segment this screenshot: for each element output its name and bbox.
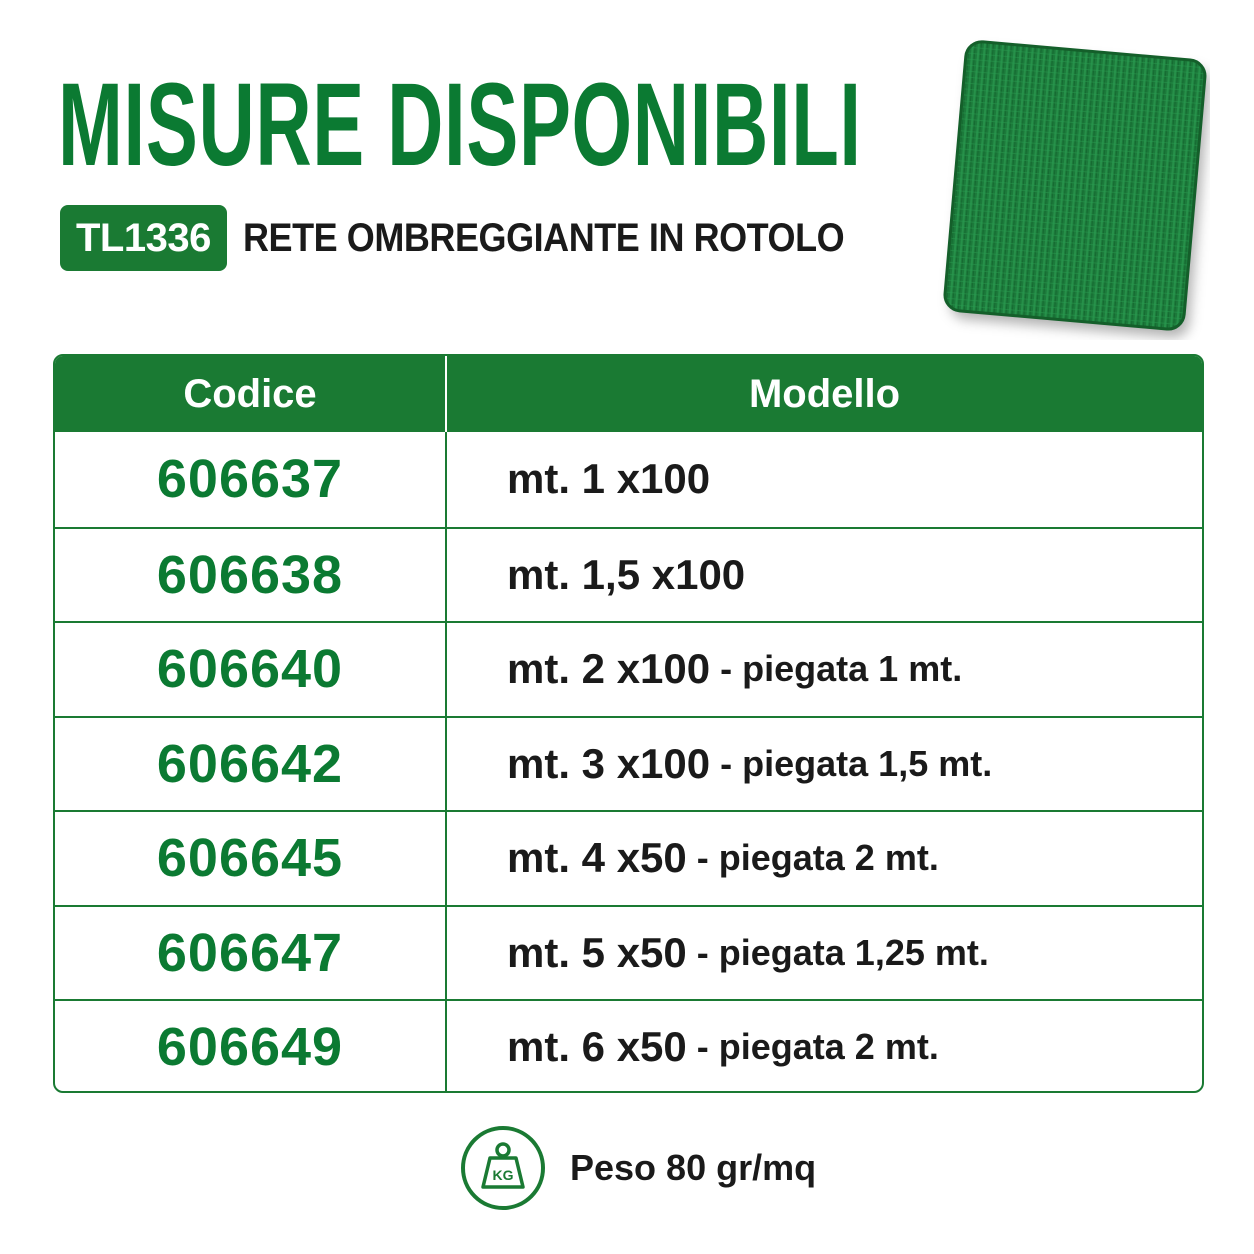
model-size: mt. 1,5 x100 xyxy=(507,550,746,598)
product-code-cell: 606640 xyxy=(55,623,447,716)
model-size: mt. 2 x100 xyxy=(507,645,711,693)
shade-net-sample-image xyxy=(930,30,1210,340)
product-code-cell: 606638 xyxy=(55,529,447,622)
subtitle-row xyxy=(60,205,911,271)
weight-info xyxy=(460,1125,816,1211)
model-note: - piegata 1,5 mt. xyxy=(720,742,993,784)
table-header xyxy=(55,356,1202,432)
model-note: - piegata 1 mt. xyxy=(720,648,963,690)
product-code-cell: 606647 xyxy=(55,907,447,1000)
model-cell xyxy=(447,623,1202,716)
column-header-code: Codice xyxy=(55,356,447,432)
model-cell xyxy=(447,907,1202,1000)
model-note: - piegata 1,25 mt. xyxy=(696,931,989,973)
model-size: mt. 3 x100 xyxy=(507,739,711,787)
product-subtitle: RETE OMBREGGIANTE IN ROTOLO xyxy=(242,215,845,260)
table-row xyxy=(55,905,1202,1000)
model-note: - piegata 2 mt. xyxy=(696,1026,939,1068)
product-code-cell: 606637 xyxy=(55,432,447,527)
model-size: mt. 5 x50 xyxy=(507,928,687,976)
product-code-cell: 606642 xyxy=(55,718,447,811)
model-note: - piegata 2 mt. xyxy=(696,837,939,879)
model-cell xyxy=(447,529,1202,622)
product-code-cell: 606645 xyxy=(55,812,447,905)
model-cell xyxy=(447,812,1202,905)
model-size: mt. 4 x50 xyxy=(507,834,687,882)
weight-kg-icon xyxy=(460,1125,546,1211)
product-code-badge: TL1336 xyxy=(60,205,227,271)
model-cell xyxy=(447,1001,1202,1093)
table-row xyxy=(55,716,1202,811)
table-row xyxy=(55,999,1202,1093)
model-size: mt. 1 x100 xyxy=(507,455,711,503)
page-title: MISURE DISPONIBILI xyxy=(58,59,862,191)
table-row xyxy=(55,621,1202,716)
model-cell xyxy=(447,718,1202,811)
model-cell xyxy=(447,432,1202,527)
model-size: mt. 6 x50 xyxy=(507,1023,687,1071)
kg-icon-label: KG xyxy=(492,1167,514,1183)
table-row xyxy=(55,432,1202,527)
product-code-cell: 606649 xyxy=(55,1001,447,1093)
table-row xyxy=(55,527,1202,622)
column-header-model: Modello xyxy=(748,371,901,416)
weight-text: Peso 80 gr/mq xyxy=(570,1147,817,1188)
sizes-table xyxy=(53,354,1204,1093)
table-row xyxy=(55,810,1202,905)
